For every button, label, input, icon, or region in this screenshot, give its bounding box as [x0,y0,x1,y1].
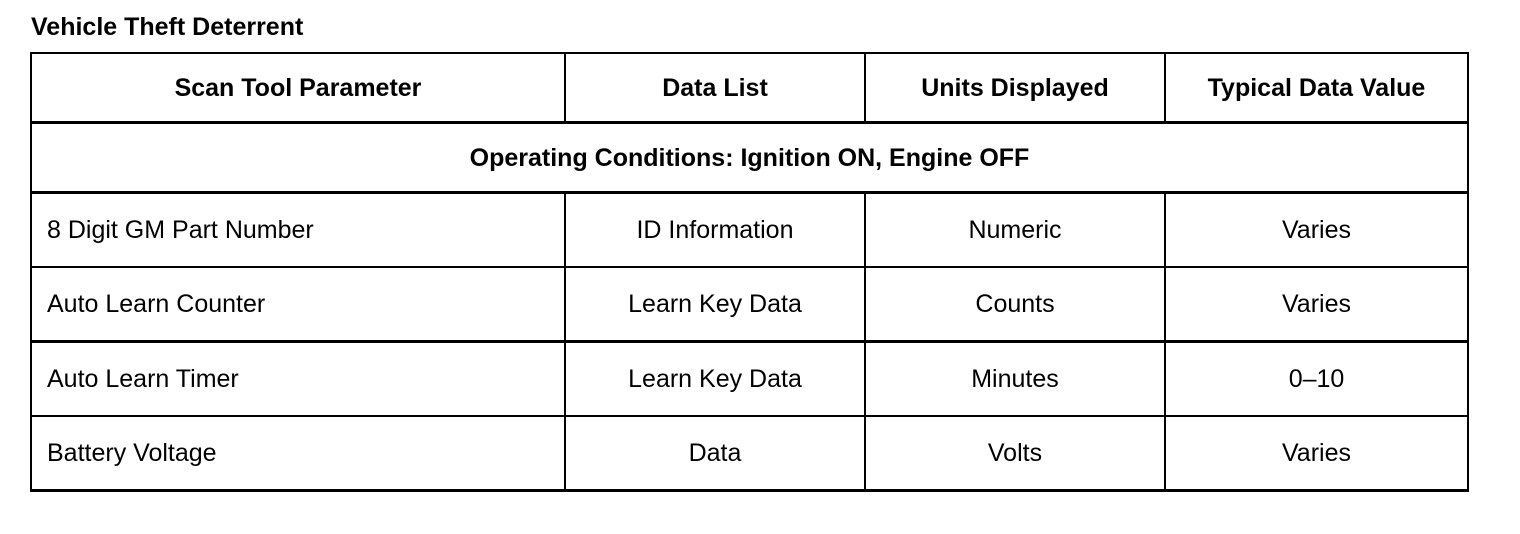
cell-data-list: Learn Key Data [565,342,865,417]
table-row [31,267,1468,342]
cell-data-list: ID Information [565,193,865,268]
cell-units: Volts [865,416,1165,491]
cell-parameter: Battery Voltage [31,416,565,491]
cell-typical-value: Varies [1165,267,1468,342]
document-title: Vehicle Theft Deterrent [31,13,304,41]
table-row [31,193,1468,268]
cell-data-list: Data [565,416,865,491]
cell-typical-value: Varies [1165,193,1468,268]
cell-parameter: Auto Learn Counter [31,267,565,342]
header-typical-data-value: Typical Data Value [1165,53,1468,123]
cell-typical-value: 0–10 [1165,342,1468,417]
table-header-row [31,53,1468,123]
scan-tool-data-table [30,52,1469,492]
cell-units: Counts [865,267,1165,342]
table-row [31,416,1468,491]
cell-units: Minutes [865,342,1165,417]
operating-conditions-row [31,123,1468,193]
cell-parameter: Auto Learn Timer [31,342,565,417]
cell-typical-value: Varies [1165,416,1468,491]
table-row [31,342,1468,417]
cell-data-list: Learn Key Data [565,267,865,342]
header-units-displayed: Units Displayed [865,53,1165,123]
operating-conditions: Operating Conditions: Ignition ON, Engine OFF [31,123,1468,193]
header-scan-tool-parameter: Scan Tool Parameter [31,53,565,123]
header-data-list: Data List [565,53,865,123]
cell-parameter: 8 Digit GM Part Number [31,193,565,268]
cell-units: Numeric [865,193,1165,268]
